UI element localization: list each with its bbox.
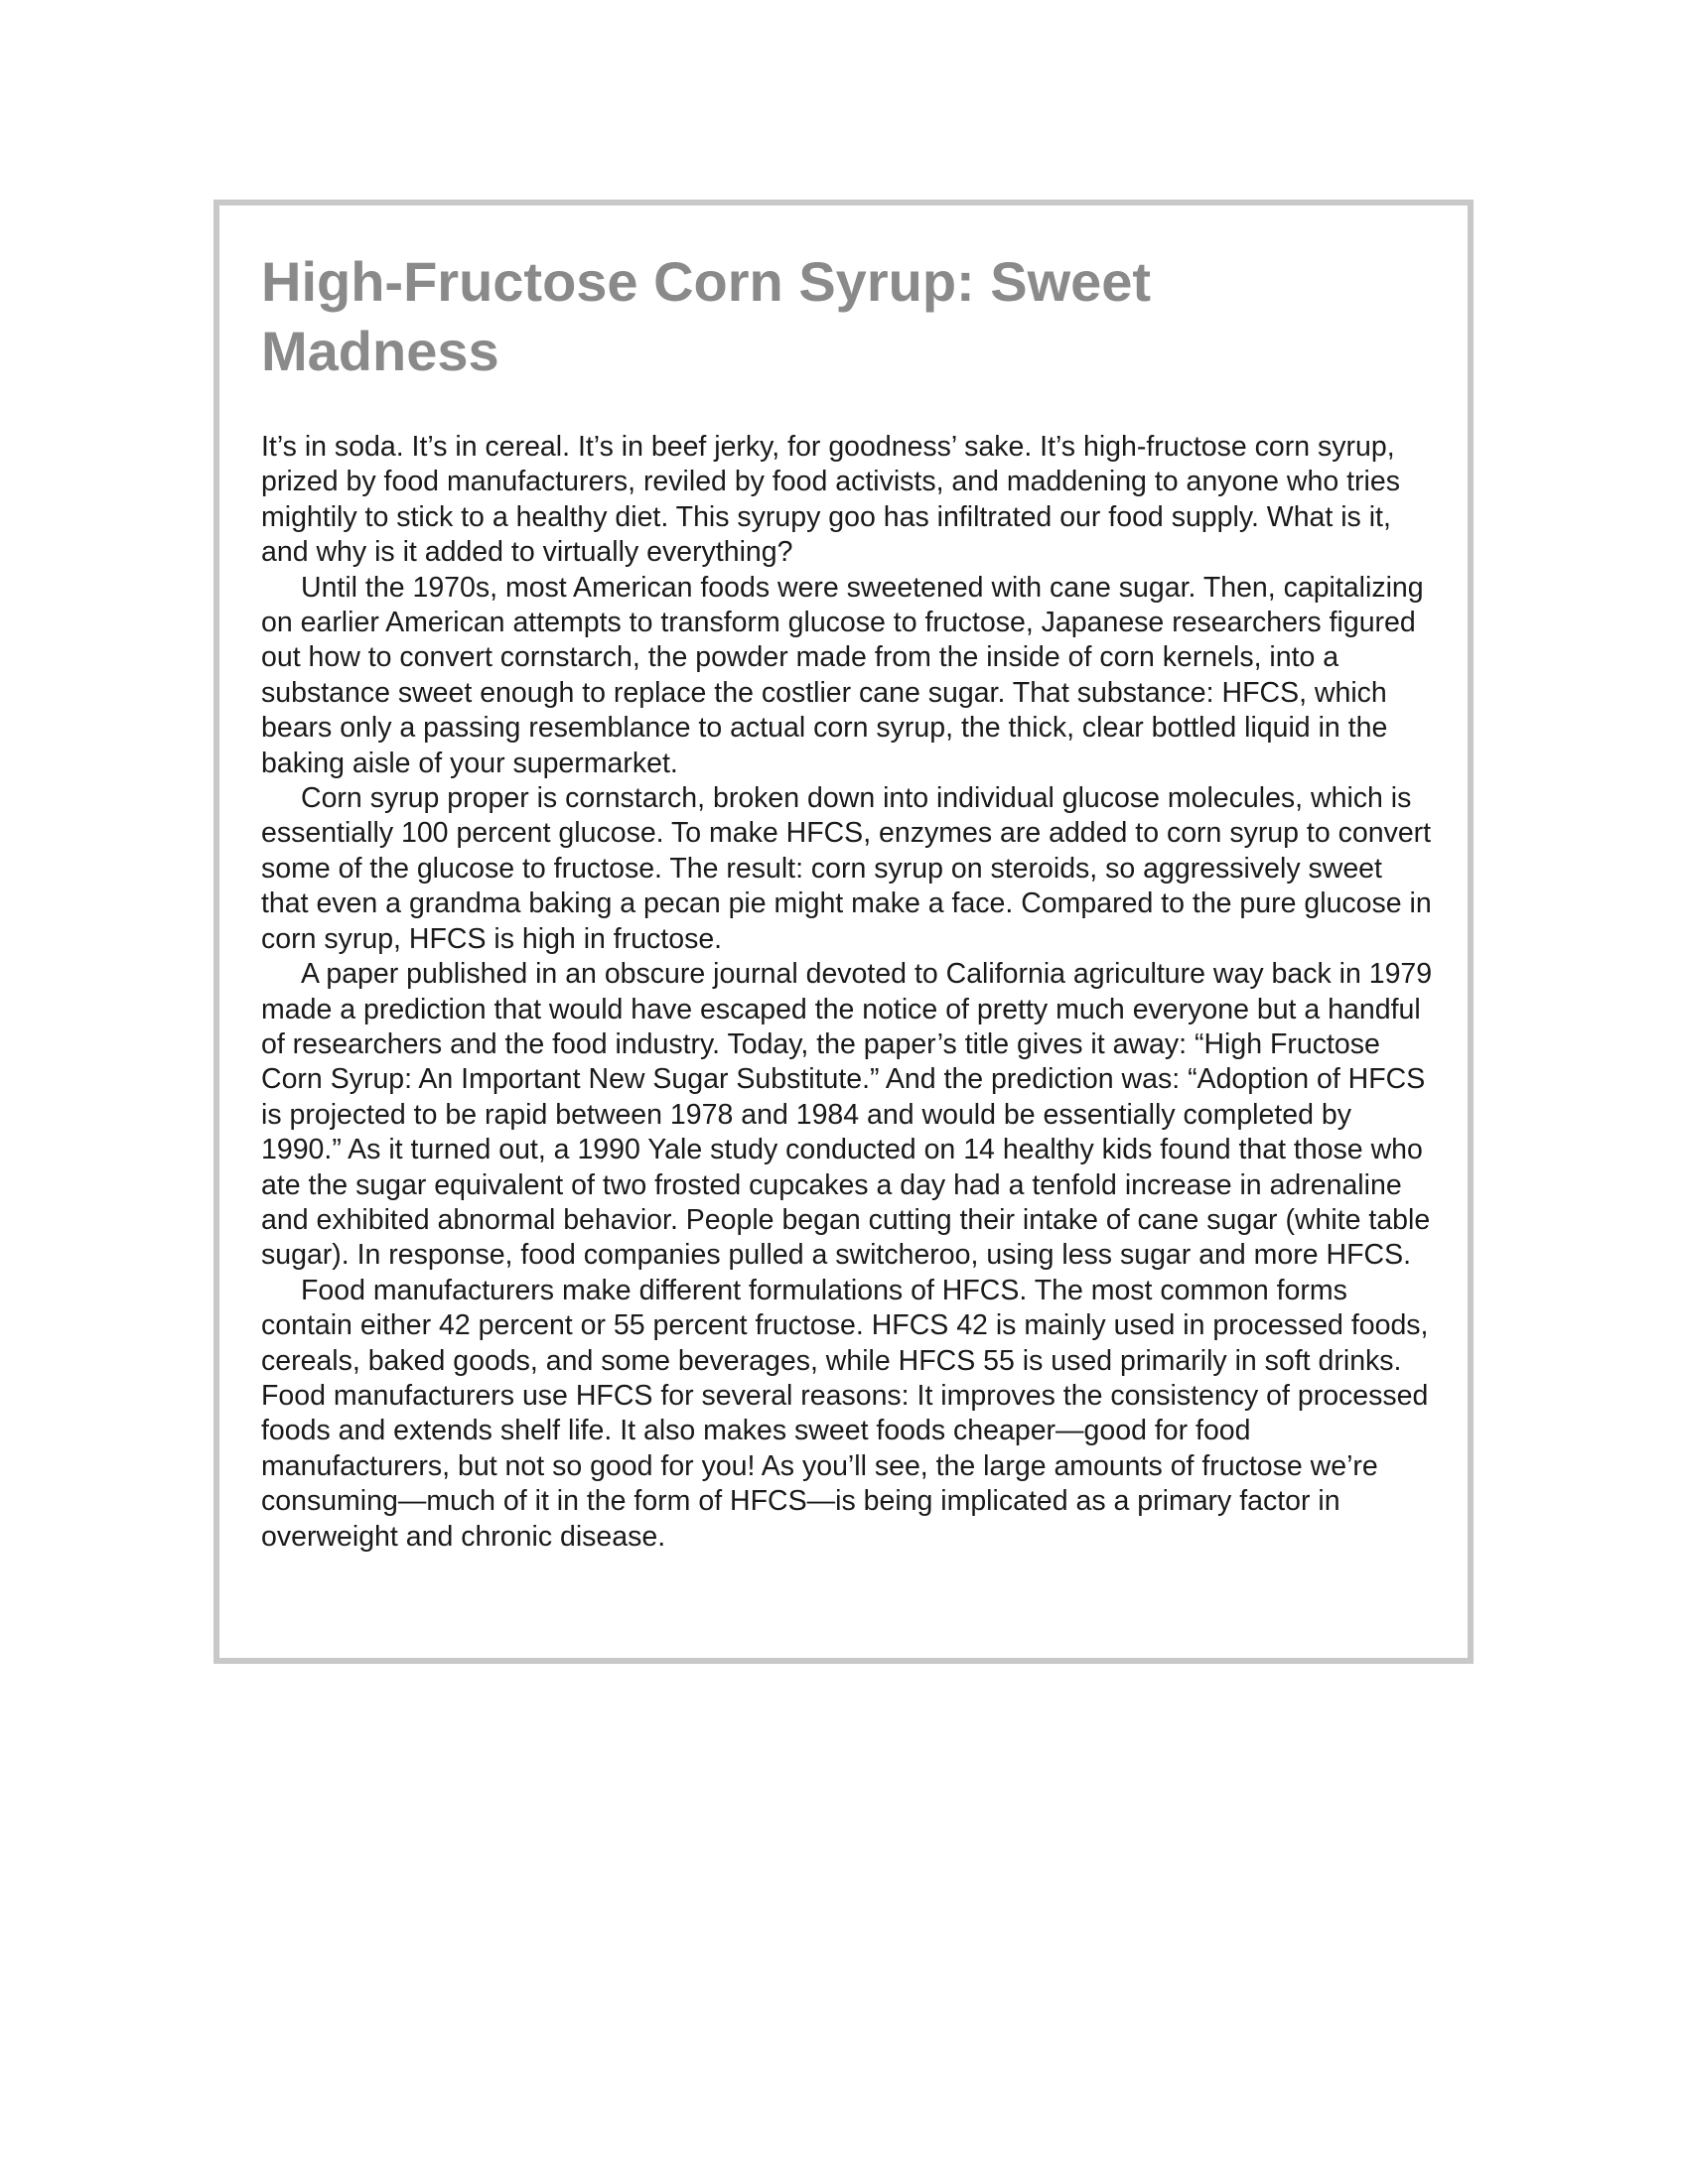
paragraph: Until the 1970s, most American foods were sweetened with cane sugar. Then, capitalizing on earlier American attempts to transform glucose to fructose, Japanese researchers figured out how to convert cornstarch, the powder made from the inside of corn kernels, into a substance sweet enough to replace the costlier cane sugar. That substance: HFCS, which bears only a passing resemblance to actual corn syrup, the thick, clear bottled liquid in the baking aisle of your supermarket. bbox=[261, 571, 1424, 779]
sidebar-title: High-Fructose Corn Syrup: Sweet Madness bbox=[261, 250, 1152, 382]
paragraph: Corn syrup proper is cornstarch, broken down into individual glucose molecules, which is essentially 100 percent glucose. To make HFCS, enzymes are added to corn syrup to convert some of the glucose to fructose. The result: corn syrup on steroids, so aggressively sweet that even a grandma baking a pecan pie might make a face. Compared to the pure glucose in corn syrup, HFCS is high in fructose. bbox=[261, 782, 1432, 955]
paragraph: Food manufacturers make different formulations of HFCS. The most common forms contain either 42 percent or 55 percent fructose. HFCS 42 is mainly used in processed foods, cereals, baked goods, and some beverages, while HFCS 55 is used primarily in soft drinks. Food manufacturers use HFCS for several reasons: It improves the consistency of processed foods and extends shelf life. It also makes sweet foods cheaper—good for food manufacturers, but not so good for you! As you’ll see, the large amounts of fructose we’re consuming—much of it in the form of HFCS—is being implicated as a primary factor in overweight and chronic disease. bbox=[261, 1274, 1429, 1553]
paragraph: A paper published in an obscure journal devoted to California agriculture way back in 1979 made a prediction that would have escaped the notice of pretty much everyone but a handful of researchers and the food industry. Today, the paper’s title gives it away: “High Fructose Corn Syrup: An Important New Sugar Substitute.” And the prediction was: “Adoption of HFCS is projected to be rapid between 1978 and 1984 and would be essentially completed by 1990.” As it turned out, a 1990 Yale study conducted on 14 healthy kids found that those who ate the sugar equivalent of two frosted cupcakes a day had a tenfold increase in adrenaline and exhibited abnormal behavior. People began cutting their intake of cane sugar (white table sugar). In response, food companies pulled a switcheroo, using less sugar and more HFCS. bbox=[261, 958, 1433, 1272]
paragraph: It’s in soda. It’s in cereal. It’s in beef jerky, for goodness’ sake. It’s high-fructose corn syrup, prized by food manufacturers, reviled by food activists, and maddening to anyone who tries mightily to stick to a healthy diet. This syrupy goo has infiltrated our food supply. What is it, and why is it added to virtually everything? bbox=[261, 431, 1400, 569]
sidebar-body bbox=[261, 430, 1433, 1555]
sidebar-box bbox=[213, 200, 1474, 1664]
